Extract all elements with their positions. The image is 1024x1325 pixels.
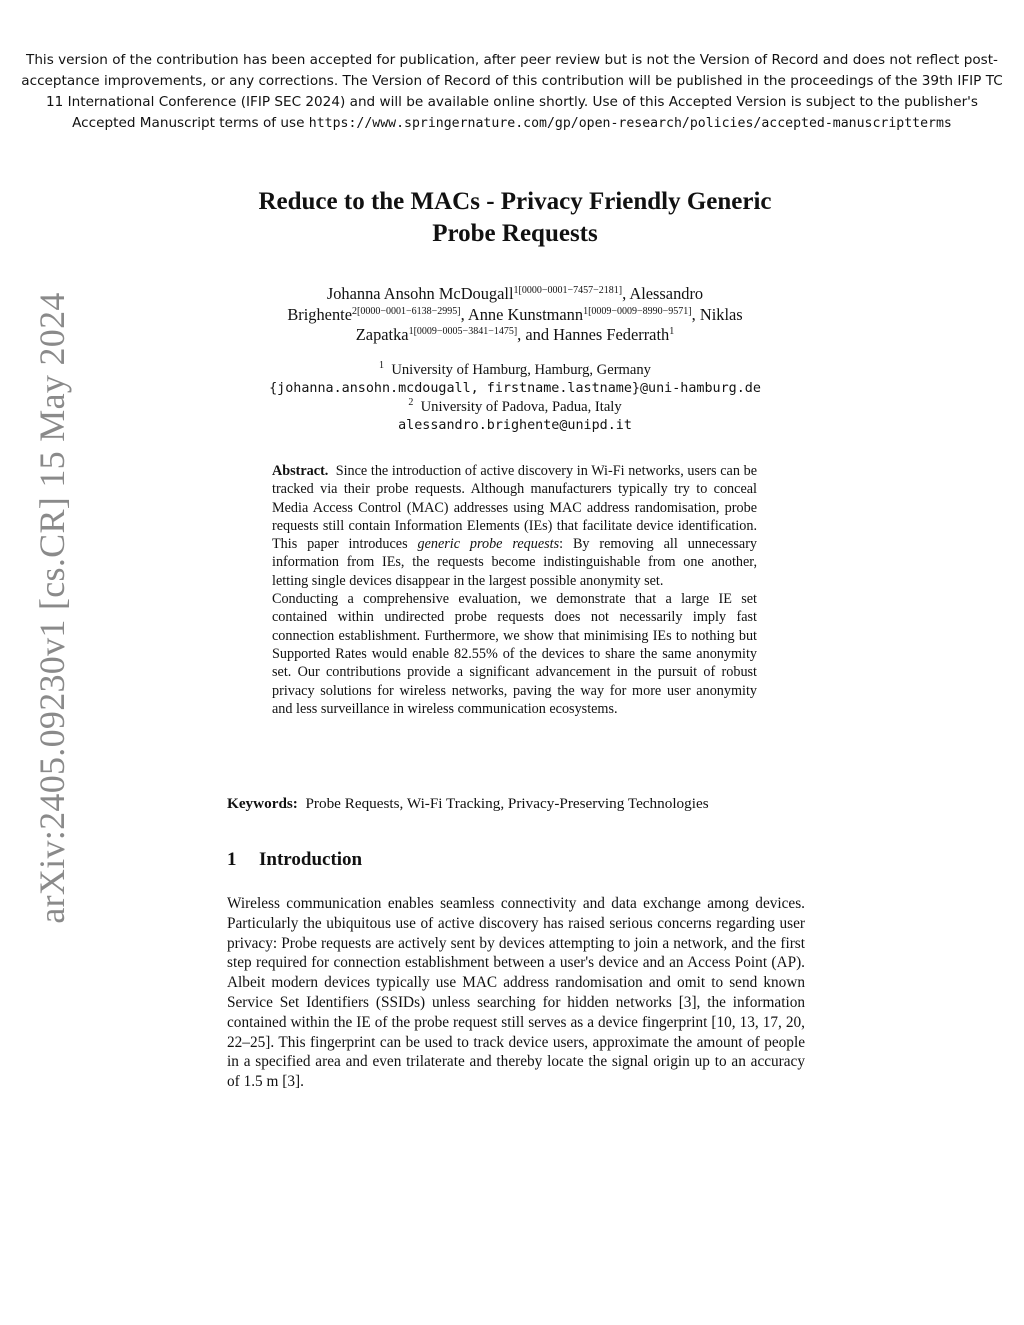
author-name: Hannes Federrath	[553, 325, 670, 344]
title-line-1: Reduce to the MACs - Privacy Friendly Generic	[258, 188, 772, 215]
title-line-2: Probe Requests	[432, 220, 598, 247]
section-title: Introduction	[259, 849, 363, 870]
notice-text: This version of the contribution has been accepted for publication, after peer review but is not the Version of Record and does not reflect post-acceptance improvements, or any corrections. The Version of Record of this contribution will be published in the proceedings of the 39th IFIP TC 11 International Conference (IFIP SEC 2024) and will be available online shortly. Use of this Accepted Version is subject to the publisher's Accepted Manuscript terms of use	[21, 52, 1003, 131]
intro-paragraph: Wireless communication enables seamless connectivity and data exchange among devices. Particularly the ubiquitous use of active discovery has raised serious concerns regarding user privacy: Probe requests are actively sent by devices attempting to join a network, and the first step required for connection establishment between a user's device and an Access Point (AP). Albeit modern devices typically use MAC address randomisation and omit to send known Service Set Identifiers (SSIDs) unless searching for hidden networks [3], the information contained within the IE of the probe request still serves as a device fingerprint [10, 13, 17, 20, 22–25]. This fingerprint can be used to track device users, approximate the amount of people in a specified area and even trilaterate and thereby locate the signal origin up to an accuracy of 1.5 m [3].	[227, 895, 805, 1091]
author-line-1: Johanna Ansohn McDougall$^{1[0000-0001-7457-2181]}$, Alessandro	[326, 284, 704, 303]
author-orcid: 1[0000−0001−7457−2181]	[513, 285, 623, 296]
author-list	[210, 284, 820, 346]
affiliation-2: $^2$ University of Padova, Padua, Italy	[408, 397, 622, 415]
author-orcid: 1[0009−0009−8990−9571]	[583, 305, 692, 317]
affiliation-2-email: alessandro.brighente@unipd.it	[398, 417, 632, 433]
abstract-paragraph-2: Conducting a comprehensive evaluation, we demonstrate that a large IE set contained within undirected probe requests does not necessarily imply fast connection establishment. Furthermore, we show that minimising IEs to nothing but Supported Rates would enable 82.55% of the devices to share the same anonymity set. Our contributions provide a significant advancement in the pursuit of robust privacy solutions for wireless networks, paving the way for more user anonymity and less surveillance in wireless communication ecosystems.	[272, 591, 757, 717]
affiliations	[210, 361, 820, 435]
abstract-paragraph-1: Abstract. Since the introduction of active discovery in Wi-Fi networks, users can be tracked via their probe requests. Although manufacturers typically try to conceal Media Access Control (MAC) addresses using MAC address randomisation, probe requests still contain Information Elements (IEs) that facilitate device identification. This paper introduces generic probe requests: By removing all unnecessary information from IEs, the requests become indistinguishable from one another, letting single devices disappear in the largest possible anonymity set.	[272, 463, 758, 589]
author-name: Anne Kunstmann	[467, 304, 584, 324]
author-affil-mark: 1	[669, 326, 675, 337]
keywords	[227, 794, 827, 813]
abstract-label: Abstract.	[272, 463, 329, 479]
section-number: 1	[227, 849, 237, 870]
publication-notice	[18, 50, 1006, 134]
section-heading	[227, 848, 827, 872]
author-line-2: Brighente$^{2[0000-0001-6138-2995]}$, Anne Kunstmann$^{1[0009-0009-8990-9571]}$, Niklas	[287, 304, 743, 324]
author-orcid: 1[0009−0005−3841−1475]	[408, 326, 518, 337]
author-line-3: Zapatka$^{1[0009-0005-3841-1475]}$, and Hannes Federrath$^1$	[355, 325, 675, 344]
paper-title	[150, 186, 880, 250]
emphasis-term: generic probe requests	[417, 536, 560, 553]
author-name: Johanna Ansohn McDougall	[326, 284, 514, 303]
keywords-text: Probe Requests, Wi-Fi Tracking, Privacy-Preserving Technologies	[305, 795, 709, 812]
affiliation-1-email: {johanna.ansohn.mcdougall, firstname.lastname}@uni-hamburg.de	[269, 380, 761, 396]
arxiv-identifier: arXiv:2405.09230v1 [cs.CR] 15 May 2024	[32, 292, 72, 924]
abstract	[272, 462, 757, 718]
notice-url[interactable]: https://www.springernature.com/gp/open-research/policies/accepted-manuscriptterms	[308, 116, 952, 131]
affiliation-1: $^1$ University of Hamburg, Hamburg, Germany	[379, 360, 651, 378]
author-orcid: 2[0000−0001−6138−2995]	[351, 305, 461, 317]
keywords-label: Keywords:	[227, 795, 298, 812]
